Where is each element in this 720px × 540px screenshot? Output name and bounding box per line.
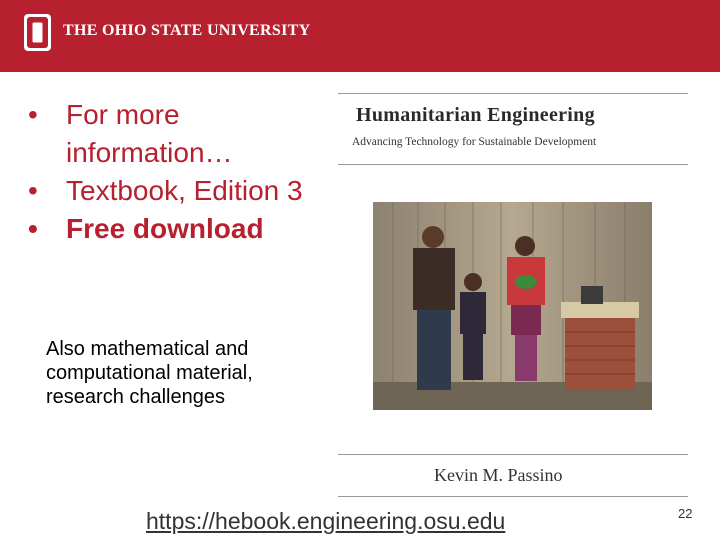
book-cover	[338, 90, 688, 502]
cover-lower-rule	[338, 454, 688, 455]
header-bar	[0, 0, 720, 72]
university-rest: UNIVERSITY	[206, 22, 311, 39]
bullet-list	[28, 96, 303, 248]
extra-material-note: Also mathematical and computational material, research challenges	[46, 338, 253, 408]
book-author: Kevin M. Passino	[434, 465, 563, 485]
bullet-more-info-line2: information…	[66, 137, 233, 168]
book-title: Humanitarian Engineering	[356, 104, 595, 126]
bullet-more-info	[28, 96, 303, 172]
cover-mid-rule	[338, 164, 688, 165]
university-prefix: THE OHIO STATE	[63, 22, 207, 39]
cover-photo-family-with-stove	[373, 202, 652, 410]
page-number: 22	[678, 506, 693, 521]
bullet-more-info-line1: • For more	[66, 99, 180, 130]
book-download-link[interactable]: https://hebook.engineering.osu.edu	[146, 508, 506, 534]
book-subtitle: Advancing Technology for Sustainable Development	[352, 136, 597, 148]
university-name	[63, 22, 310, 40]
bullet-free-download: • Free download	[28, 210, 303, 248]
cover-bottom-rule	[338, 496, 688, 497]
cover-top-rule	[338, 93, 688, 94]
bullet-textbook: • Textbook, Edition 3	[28, 172, 303, 210]
osu-block-o-logo-icon	[24, 14, 51, 51]
